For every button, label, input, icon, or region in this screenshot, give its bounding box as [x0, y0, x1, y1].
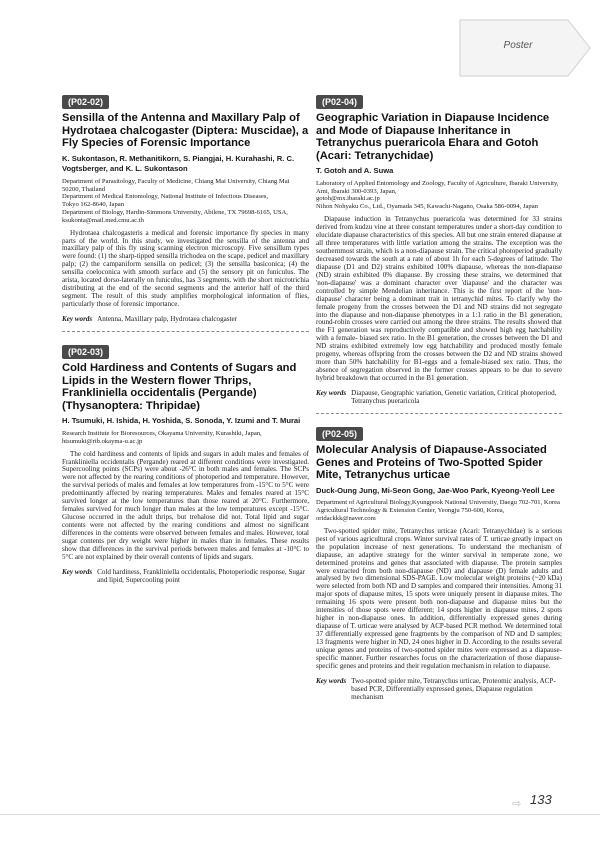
- page-number: 133: [530, 792, 552, 807]
- keywords-text: Antenna, Maxillary palp, Hydrotaea chalcogaster: [97, 315, 238, 324]
- abstract-authors: K. Sukontason, R. Methanitikorn, S. Piangjai, H. Kurahashi, R. C. Vogtsberger, and K. L. Sukontason: [62, 153, 295, 174]
- affiliations: [62, 430, 309, 446]
- abstract-title: Geographic Variation in Diapause Incidence and Mode of Diapause Inheritance in Tetranychus pueraricola Ehara and Gotoh (Acari: Tetranychidae): [316, 112, 550, 162]
- affiliation-line: Research Institute for Bioresources, Okayama University, Kurashiki, Japan, htsumuki@rib.okayma-u.ac.jp: [62, 429, 262, 445]
- affiliation-line: Laboratory of Applied Entomology and Zoology, Faculty of Agriculture, Ibaraki University, Ami, Ibaraki 300-0393, Japan,: [316, 179, 559, 195]
- section-divider: [62, 331, 309, 332]
- keywords-label: Key words: [316, 676, 347, 685]
- keywords-row: [62, 568, 309, 584]
- right-column: [316, 92, 562, 701]
- abstract-authors: T. Gotoh and A. Suwa: [316, 166, 394, 176]
- keywords-text: Diapause, Geographic variation, Genetic variation, Critical photoperiod, Tetranychus pueraricola: [351, 389, 557, 406]
- abstract-p02-03: [62, 342, 309, 584]
- affiliations: [316, 180, 562, 211]
- abstract-id-tag: (P02-04): [316, 95, 363, 109]
- keywords-label: Key words: [62, 567, 93, 576]
- abstract-p02-02: [62, 92, 309, 323]
- affiliation-line: Department of Medical Entomology, National Institute of Infectious Diseases,: [62, 193, 269, 201]
- abstract-body: Diapause induction in Tetranychus pueraricola was determined for 33 strains derived from kudzu vine at three constant temperatures under a short-day condition to elucidate diapause characteristics of this species. All but one strain entered diapause at all three temperatures with little variation among the strains. The exception was the southernmost strain, which is a non-diapause strain. The critical photoperiod gradually decreased towards the south at a rate of about 1h for each 5-degrees of latitude. The diapause (D1 and D2) strains exhibited 100% diapause, whereas the non-diapause (ND) strain exhibited 0% diapause. By crossing these strains, we determined that 'non-diapause' was a dominant character over 'diapause' and the character was controlled by simple Mendelian inheritance. This is the first report of the 'non- diapause' character being a dominant trait in tetranychid mites. To clarify why the female progeny from the crosses between the D1 and ND strains did not segregate into the diapause and non-diapause phenotypes in a 1:1 ratio in the B1 generation, round-robin crosses were carried out among the three strains. The results showed that the F1 generation was reproductively compatible and showed high egg hatchability with a female- biased sex ratio. In the B1 generation, the crosses between the D1 and ND strains exhibited extremely low egg hatchability and produced mostly female progeny, whereas offspring from the crosses between the D2 and ND strains showed more than 50% hatchability for B1-eggs and a female-biased sex ratio. Thus, the absence of segregation observed in the former crosses appears to be due to severe hybrid breakdown that occurred in the B1 generation.: [316, 215, 562, 383]
- abstract-title: Sensilla of the Antenna and Maxillary Palp of Hydrotaea chalcogaster (Diptera: Muscidae), a Fly Species of Forensic Importance: [62, 112, 309, 150]
- affiliations: [316, 499, 562, 522]
- section-divider: [316, 413, 562, 414]
- abstract-body: The cold hardiness and contents of lipids and sugars in adult males and females of Frankliniella occidentalis (Pergande) reared at different conditions were investigated. Supercooling points (SCPs) were about -26°C in both males and females. The SCPs were not affected by the rearing conditions of photoperiod and temperature. However, the survival periods of males and females at low temperatures from -15°C to 5°C were predominantly affected by rearing temperatures. Males and females reared at 15°C survived longer at the low temperatures than those reared at 20°C. Furthermore, females survived for much longer than males at the low temperatures except -15°C. Glucose occurred in the adult thrips, but trehalose did not. Total lipid and sugar contents were not affected by the rearing conditions and almost no significant differences in the contents were observed between females and males. However, total sugar contents per dry weight were higher in males than in females. These results show that differences in the survival periods between males and females at -10°C to 5°C are not explained by their overall contents of lipids and sugars.: [62, 449, 309, 561]
- abstract-authors: H. Tsumuki, H. Ishida, H. Yoshida, S. Sonoda, Y. Izumi and T. Murai: [62, 416, 301, 426]
- keywords-label: Key words: [316, 389, 347, 398]
- abstract-body: Hydrotaea chalcogasteris a medical and forensic importance fly species in many parts of the world. In this study, we investigated the sensilla of the antenna and maxillary palp of this fly using scanning electron microscopy. Five sensillum types were found: (1) the sharp-tipped sensilla trichodea on the scape, pedicel and maxillary palp; (2) the campaniform sensilla on pedicel; (3) the sensilla basiconica; (4) the sensilla coeloconica with smooth surface and (5) the sensory pit on funiculus. The arista, located dorso-laterally on funiculus, has 3 segments, with the short microtrichia distributing at the end of the second segments and the anterior half of the third segment. The result of this study amplifies morphological information of flies, particularly those of forensic importance.: [62, 228, 309, 309]
- left-column: [62, 92, 309, 584]
- abstract-id-tag: (P02-02): [62, 95, 109, 109]
- affiliation-line: gotoh@mx.ibaraki.ac.jp: [316, 195, 380, 203]
- affiliation-line: Agricultural Technology & Extension Center, Yeongju 750-600, Korea, oridackkk@naver.com: [316, 507, 505, 522]
- page-arrow-icon: ⇨: [512, 797, 522, 810]
- affiliation-line: Tokyo 162-8640, Japan: [62, 201, 124, 209]
- keywords-row: [316, 677, 562, 701]
- abstract-authors: Duck-Oung Jung, Mi-Seon Gong, Jae-Woo Park, Kyeong-Yeoll Lee: [316, 485, 555, 495]
- footer-rule: [0, 814, 600, 815]
- affiliation-line: Department of Agricultural Biology,Kyungpook National University, Daegu 702-701, Korea: [316, 499, 560, 507]
- keywords-text: Cold hardiness, Frankliniella occidentalis, Photoperiodic response, Sugar and lipid, Supercooling point: [97, 567, 306, 584]
- abstract-title: Cold Hardiness and Contents of Sugars and Lipids in the Western flower Thrips, Frankliniella occidentalis (Pergande) (Thysanoptera: Thripidae): [62, 362, 297, 412]
- affiliations: [62, 178, 309, 225]
- affiliation-line: Department of Biology, Hardin-Simmons University, Abilene, TX 79698-6165, USA, ksukonta@mail.med.cmu.ac.th: [62, 208, 288, 224]
- affiliation-line: Nihon Nohyaku Co., Ltd., Oyamada 345, Kawachi-Nagano, Osaka 586-0094, Japan: [316, 203, 538, 211]
- section-label: Poster: [503, 40, 533, 51]
- affiliation-line: Department of Parasitology, Faculty of Medicine, Chiang Mai University, Chiang Mai 50200, Thailand: [62, 177, 290, 193]
- abstract-id-tag: (P02-03): [62, 345, 109, 359]
- keywords-row: [62, 315, 309, 323]
- abstract-p02-05: [316, 424, 562, 701]
- abstract-title: Molecular Analysis of Diapause-Associated Genes and Proteins of Two-Spotted Spider Mite, Tetranychus urticae: [316, 444, 547, 482]
- keywords-row: [316, 389, 562, 405]
- abstract-body: Two-spotted spider mite, Tetranychus urticae (Acari: Tetranychidae) is a serious pest of various agricultural crops. Winter survival rates of T. urticae greatly impact on the population increase of next generations. To understand the mechanism of diapause, an adaptive strategy for the winter survival in temperate zone, we determined proteins and genes that associated with diapause. The protein samples were extracted from both non-diapause (ND) and diapause (D) female adults and analysed by two dimensional SDS-PAGE. Low molecular weight proteins (~20 kDa) were selected from both ND and D samples and compared their intensities. Among 31 major spots of diapause mites, 15 spots were uniquely present in diapause mites. The remaining 16 spots were present both non-diapause and diapause mites but the intensities of those spots were different; 14 spots higher in diapause mites, 2 spots higher in non-diapause ones. In addition, differentially expressed genes during diapause of T. urticae were analysed by ACP-based PCR method. We determined total 37 differentially expressed gene fragments by the comparison of ND and D samples; 13 fragments were higher in ND, 24 ones higher in D. According to the results several unique genes and proteins of two-spotted spider mites were expressed as a diapause-specific manner. Further researches focus on the characterization of those diapause-specific genes and proteins and their regulation mechanism in relation to diapause.: [316, 526, 562, 670]
- abstract-id-tag: (P02-05): [316, 427, 363, 441]
- abstract-p02-04: [316, 92, 562, 405]
- keywords-label: Key words: [62, 315, 93, 324]
- keywords-text: Two-spotted spider mite, Tetranychus urticae, Proteomic analysis, ACP-based PCR, Differentially expressed genes, Diapause regulation mechanism: [351, 676, 556, 701]
